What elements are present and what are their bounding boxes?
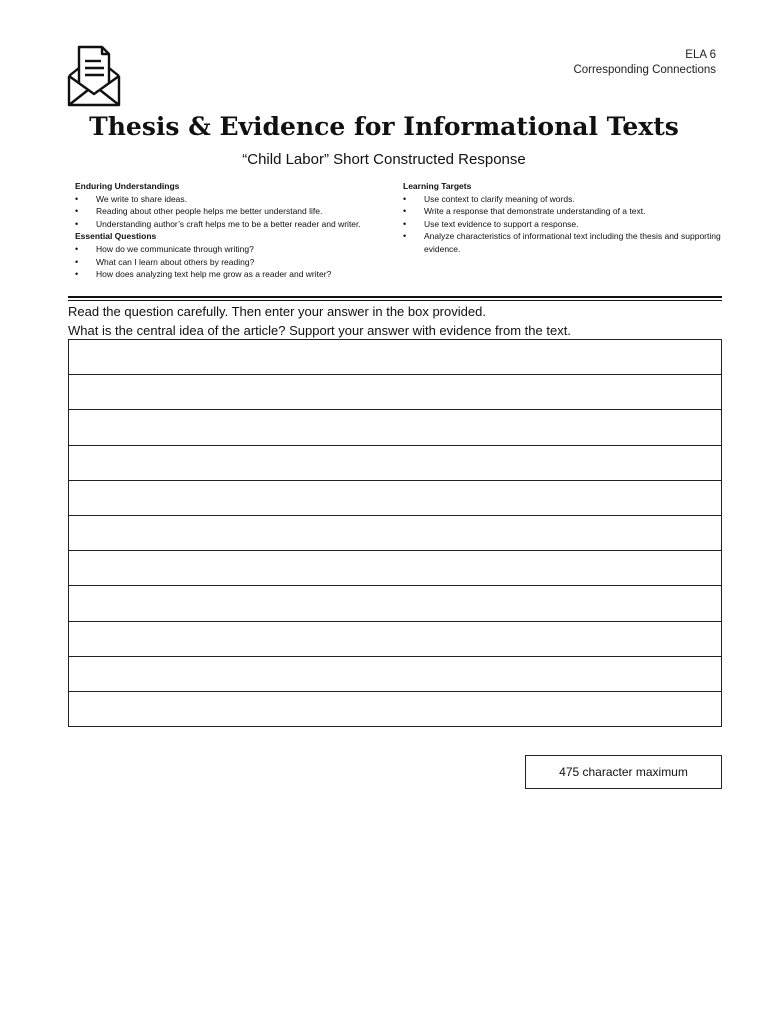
answer-line[interactable]	[68, 622, 722, 657]
list-item: • Reading about other people helps me better understand life.	[75, 205, 395, 218]
list-item: • What can I learn about others by reading?	[75, 256, 395, 269]
course-info	[573, 48, 716, 78]
instructions	[68, 303, 728, 340]
enduring-understandings-list	[75, 193, 395, 231]
list-item: • Use text evidence to support a response.	[403, 218, 723, 231]
list-item: • Use context to clarify meaning of words.	[403, 193, 723, 206]
character-limit-box: 475 character maximum	[525, 755, 722, 789]
question-prompt: What is the central idea of the article? Support your answer with evidence from the text.	[68, 322, 571, 338]
left-column	[75, 180, 395, 281]
envelope-letter-icon	[66, 44, 122, 108]
section-divider	[68, 300, 722, 301]
section-divider	[68, 296, 722, 298]
enduring-understandings-heading: Enduring Understandings	[75, 181, 180, 191]
answer-line[interactable]	[68, 375, 722, 410]
answer-line[interactable]	[68, 340, 722, 375]
list-item: • We write to share ideas.	[75, 193, 395, 206]
answer-line[interactable]	[68, 446, 722, 481]
course-name: ELA 6	[685, 49, 716, 61]
essential-questions-list	[75, 243, 395, 281]
answer-line[interactable]	[68, 657, 722, 692]
page-subtitle: “Child Labor” Short Constructed Response	[242, 151, 526, 168]
unit-name: Corresponding Connections	[573, 64, 716, 76]
answer-line[interactable]	[68, 586, 722, 621]
answer-line[interactable]	[68, 481, 722, 516]
right-column	[403, 180, 723, 256]
answer-line[interactable]	[68, 410, 722, 445]
list-item: • How do we communicate through writing?	[75, 243, 395, 256]
page-title: Thesis & Evidence for Informational Texts	[89, 112, 679, 141]
answer-line[interactable]	[68, 692, 722, 727]
answer-box[interactable]	[68, 339, 722, 727]
essential-questions-heading: Essential Questions	[75, 231, 157, 242]
list-item: • Understanding author’s craft helps me to be a better reader and writer.	[75, 218, 395, 231]
instruction-line: Read the question carefully. Then enter your answer in the box provided.	[68, 304, 486, 319]
answer-line[interactable]	[68, 551, 722, 586]
learning-targets-heading: Learning Targets	[403, 181, 472, 191]
answer-line[interactable]	[68, 516, 722, 551]
list-item: • How does analyzing text help me grow as a reader and writer?	[75, 268, 395, 281]
list-item: • Write a response that demonstrate understanding of a text.	[403, 205, 723, 218]
list-item: • Analyze characteristics of informational text including the thesis and supporting evidence.	[403, 230, 723, 255]
learning-targets-list	[403, 193, 723, 256]
